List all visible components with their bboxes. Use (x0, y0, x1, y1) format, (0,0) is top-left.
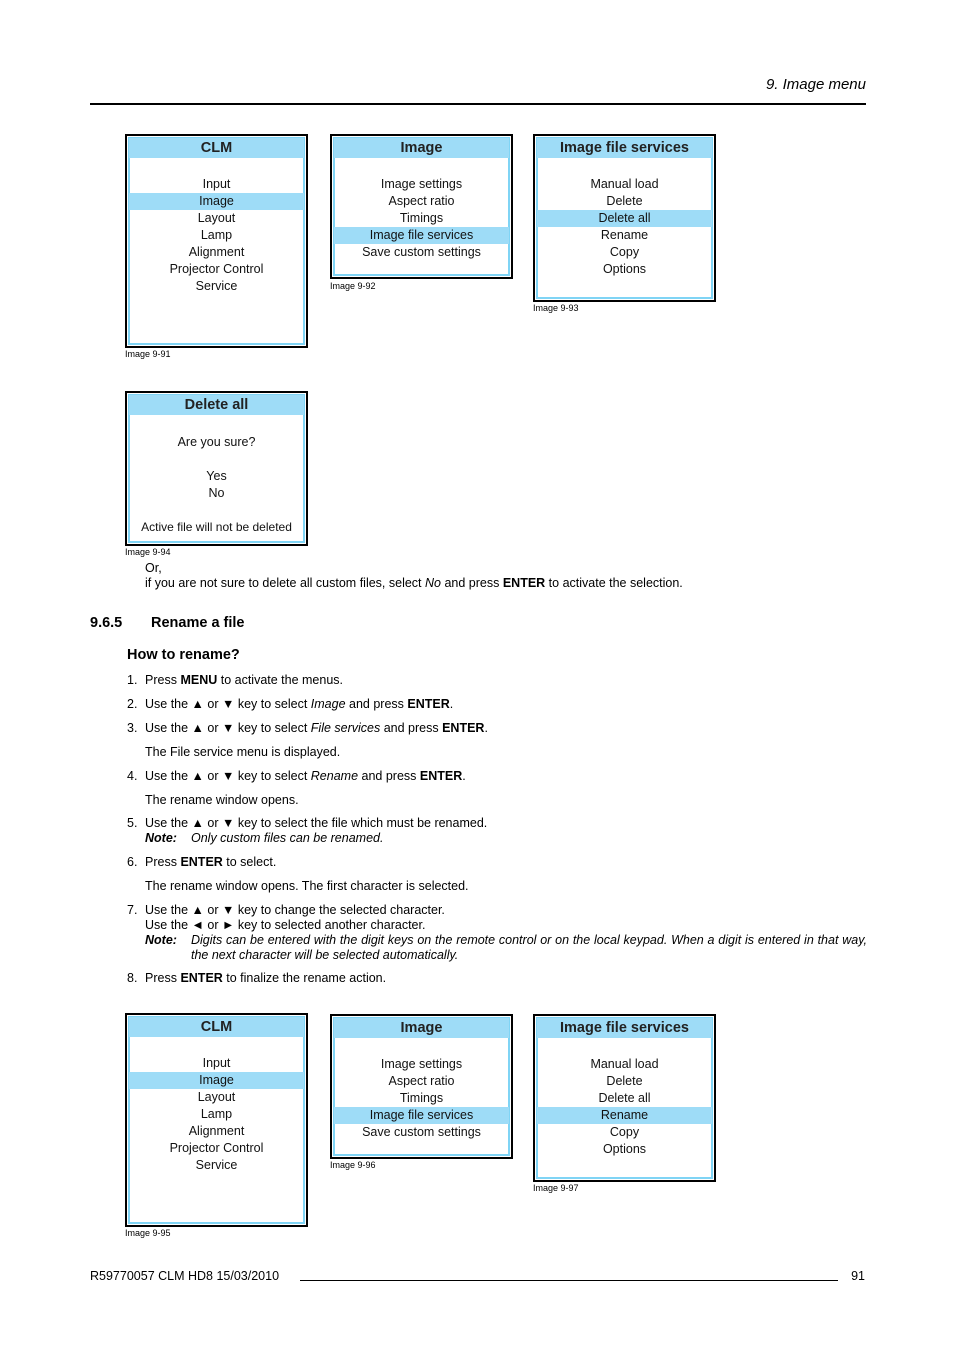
menu-clm (125, 134, 308, 348)
menu-image (330, 1014, 513, 1159)
menu-item-options[interactable]: Options (602, 262, 647, 276)
menu-item-delete[interactable]: Delete (606, 1074, 643, 1088)
menu-items (129, 1055, 304, 1174)
footer-doc-info: R59770057 CLM HD8 15/03/2010 (90, 1269, 280, 1283)
caption-9-91: Image 9-91 (125, 349, 171, 359)
menu-item-aspect-ratio[interactable]: Aspect ratio (388, 1074, 455, 1088)
menu-item-layout[interactable]: Layout (197, 211, 236, 225)
menu-item-image[interactable]: Image (129, 193, 304, 210)
menu-item-timings[interactable]: Timings (399, 211, 444, 225)
dialog-yes-option[interactable]: Yes (206, 469, 227, 483)
menu-items (334, 176, 509, 261)
menu-items (537, 1056, 712, 1158)
menu-item-image-file-services[interactable]: Image file services (334, 227, 509, 244)
step-3-result: The File service menu is displayed. (145, 745, 341, 759)
dialog-footer-note: Active file will not be deleted (141, 520, 292, 534)
menu-items (334, 1056, 509, 1141)
menu-title: CLM (129, 138, 304, 158)
menu-item-rename[interactable]: Rename (537, 1107, 712, 1124)
menu-item-timings[interactable]: Timings (399, 1091, 444, 1105)
step-4-result: The rename window opens. (145, 793, 299, 807)
or-line: Or, (145, 561, 162, 575)
menu-item-delete[interactable]: Delete (606, 194, 643, 208)
section-heading: 9.6.5 Rename a file (90, 615, 245, 631)
menu-items (129, 176, 304, 295)
menu-title: Image (334, 1018, 509, 1038)
menu-item-alignment[interactable]: Alignment (188, 245, 245, 259)
or-paragraph: if you are not sure to delete all custom files, select No and press ENTER to activate the selection. (145, 576, 683, 590)
menu-item-input[interactable]: Input (202, 1056, 231, 1070)
menu-item-manual-load[interactable]: Manual load (590, 177, 659, 191)
menu-title: Image (334, 138, 509, 158)
caption-9-93: Image 9-93 (533, 303, 579, 313)
menu-items (537, 176, 712, 278)
dialog-question: Are you sure? (177, 435, 256, 449)
menu-item-manual-load[interactable]: Manual load (590, 1057, 659, 1071)
page-number: 91 (851, 1269, 865, 1283)
menu-item-image[interactable]: Image (129, 1072, 304, 1089)
step-5: 5. Use the ▲ or ▼ key to select the file which must be renamed. Note: Only custom files can be renamed. (127, 816, 488, 845)
menu-item-rename[interactable]: Rename (600, 228, 649, 242)
menu-item-service[interactable]: Service (195, 1158, 238, 1172)
menu-image (330, 134, 513, 279)
dialog-no-option[interactable]: No (208, 486, 225, 500)
menu-title: Image file services (537, 1018, 712, 1038)
menu-item-copy[interactable]: Copy (609, 1125, 640, 1139)
menu-item-projector-control[interactable]: Projector Control (169, 262, 264, 276)
menu-item-delete-all[interactable]: Delete all (598, 1091, 651, 1105)
caption-9-96: Image 9-96 (330, 1160, 376, 1170)
step-6-result: The rename window opens. The first character is selected. (145, 879, 469, 893)
caption-9-95: Image 9-95 (125, 1228, 171, 1238)
menu-clm (125, 1013, 308, 1227)
menu-item-alignment[interactable]: Alignment (188, 1124, 245, 1138)
menu-item-save-custom-settings[interactable]: Save custom settings (362, 245, 481, 259)
menu-item-delete-all[interactable]: Delete all (537, 210, 712, 227)
header-rule (90, 103, 866, 105)
menu-item-lamp[interactable]: Lamp (200, 228, 233, 242)
menu-image-file-services (533, 134, 716, 302)
menu-item-lamp[interactable]: Lamp (200, 1107, 233, 1121)
menu-item-image-settings[interactable]: Image settings (380, 1057, 463, 1071)
menu-item-image-settings[interactable]: Image settings (380, 177, 463, 191)
menu-item-projector-control[interactable]: Projector Control (169, 1141, 264, 1155)
menu-image-file-services (533, 1014, 716, 1182)
footer-rule (300, 1280, 838, 1281)
menu-item-image-file-services[interactable]: Image file services (334, 1107, 509, 1124)
menu-item-service[interactable]: Service (195, 279, 238, 293)
menu-item-input[interactable]: Input (202, 177, 231, 191)
caption-9-97: Image 9-97 (533, 1183, 579, 1193)
menu-item-aspect-ratio[interactable]: Aspect ratio (388, 194, 455, 208)
subheading-how-to-rename: How to rename? (127, 647, 240, 663)
menu-title: CLM (129, 1017, 304, 1037)
caption-9-92: Image 9-92 (330, 281, 376, 291)
page-header-title: 9. Image menu (765, 76, 866, 93)
dialog-delete-all (125, 391, 308, 546)
menu-item-options[interactable]: Options (602, 1142, 647, 1156)
menu-title: Image file services (537, 138, 712, 158)
dialog-title: Delete all (129, 395, 304, 415)
caption-9-94: Image 9-94 (125, 547, 171, 557)
step-7: 7. Use the ▲ or ▼ key to change the selected character. Use the ◄ or ► key to selected another character. Note: Digits can be entered with the digit keys on the remote control or on the local keypad. When a digit is entered in that way, the next character will be selected automatically. (127, 903, 867, 962)
menu-item-copy[interactable]: Copy (609, 245, 640, 259)
menu-item-layout[interactable]: Layout (197, 1090, 236, 1104)
menu-item-save-custom-settings[interactable]: Save custom settings (362, 1125, 481, 1139)
